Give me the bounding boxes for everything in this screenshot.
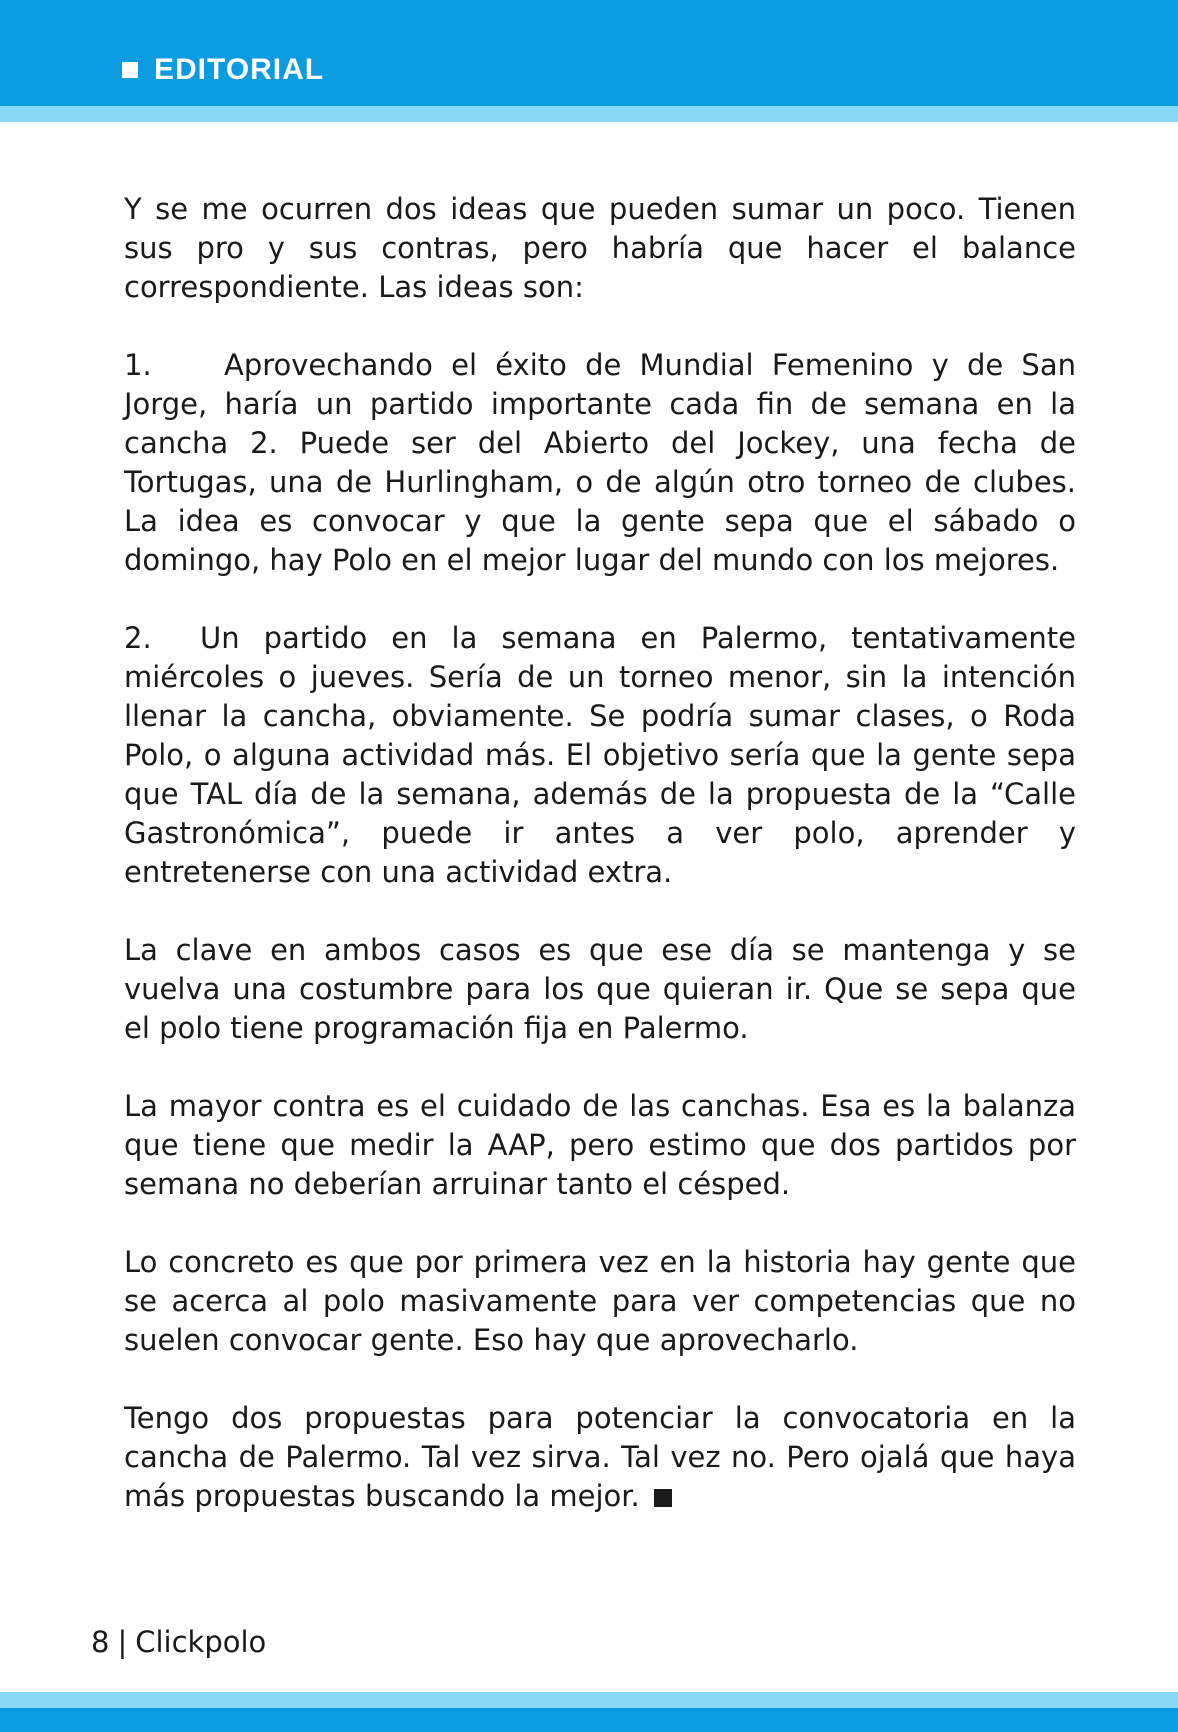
paragraph-key: La clave en ambos casos es que ese día se mantenga y se vuelva una costumbre para los que quieran ir. Que se sepa que el polo tiene programación fija en Palermo. xyxy=(124,933,1076,1045)
paragraph-closing-text: Tengo dos propuestas para potenciar la convocatoria en la cancha de Palermo. Tal vez sirva. Tal vez no. Pero ojalá que haya más propuestas buscando la mejor. xyxy=(124,1401,1076,1513)
header-stripe xyxy=(0,106,1178,122)
section-heading xyxy=(122,50,324,90)
end-square-icon xyxy=(654,1489,672,1507)
section-label: EDITORIAL xyxy=(154,53,325,86)
page-number: 8 xyxy=(91,1625,110,1659)
paragraph-closing xyxy=(124,1399,1076,1516)
publication-name: Clickpolo xyxy=(135,1625,267,1659)
article-body xyxy=(124,190,1076,1516)
footer-separator: | xyxy=(117,1625,128,1659)
list-item-text: Aprovechando el éxito de Mundial Femenino y de San Jorge, haría un partido importante cada fin de semana en la cancha 2. Puede ser del Abierto del Jockey, una fecha de Tortugas, una de Hurlingham, o de algún otro torneo de clubes. La idea es convocar y que la gente sepa que el sábado o domingo, hay Polo en el mejor lugar del mundo con los mejores. xyxy=(124,348,1076,577)
paragraph-fact: Lo concreto es que por primera vez en la historia hay gente que se acerca al polo masivamente para ver competencias que no suelen convocar gente. Eso hay que aprovecharlo. xyxy=(124,1245,1076,1357)
footer-stripe xyxy=(0,1692,1178,1708)
list-number: 1. xyxy=(124,348,152,382)
list-number: 2. xyxy=(124,621,152,655)
footer-bar xyxy=(0,1708,1178,1732)
list-item-text: Un partido en la semana en Palermo, tentativamente miércoles o jueves. Sería de un torneo menor, sin la intención llenar la cancha, obviamente. Se podría sumar clases, o Roda Polo, o alguna actividad más. El objetivo sería que la gente sepa que TAL día de la semana, además de la propuesta de la “Calle Gastronómica”, puede ir antes a ver polo, aprender y entretenerse con una actividad extra. xyxy=(124,621,1076,889)
paragraph-intro: Y se me ocurren dos ideas que pueden sumar un poco. Tienen sus pro y sus contras, pero habría que hacer el balance correspondiente. Las ideas son: xyxy=(124,192,1076,304)
square-bullet-icon xyxy=(122,62,138,78)
list-item-1 xyxy=(124,346,1076,580)
paragraph-concern: La mayor contra es el cuidado de las canchas. Esa es la balanza que tiene que medir la AAP, pero estimo que dos partidos por semana no deberían arruinar tanto el césped. xyxy=(124,1089,1076,1201)
list-item-2 xyxy=(124,619,1076,892)
page-footer xyxy=(91,1625,266,1659)
